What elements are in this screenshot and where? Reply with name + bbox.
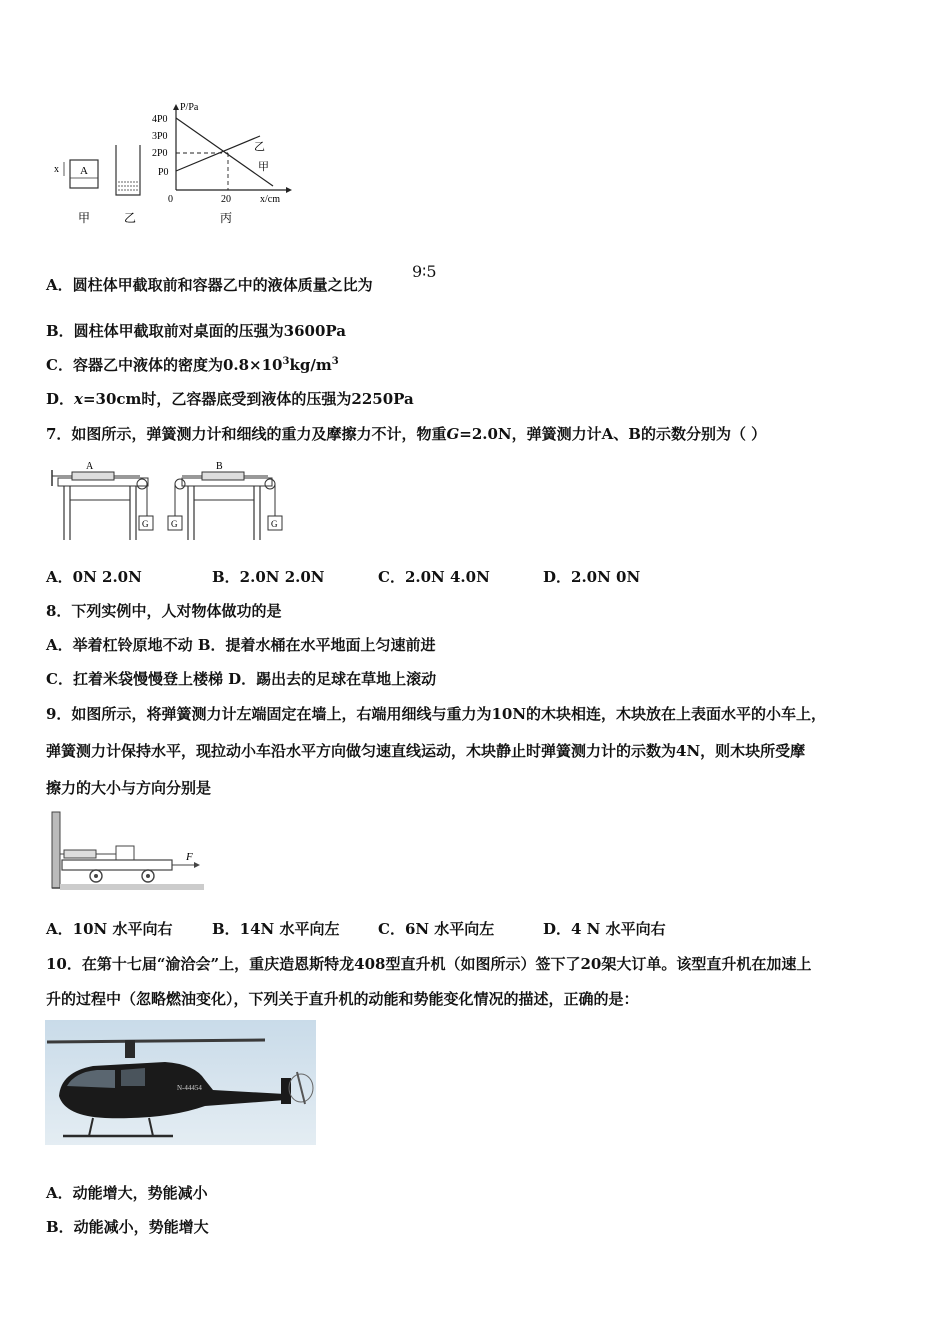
q9-option-a: A．10N 水平向右 bbox=[46, 920, 173, 938]
q8-options-cd: C．扛着米袋慢慢登上楼梯 D．踢出去的足球在草地上滚动 bbox=[46, 670, 437, 688]
container-yi bbox=[116, 145, 140, 195]
x-tick-20: 20 bbox=[221, 194, 231, 205]
block-label: A bbox=[80, 165, 88, 177]
y-axis-label: P/Pa bbox=[180, 102, 199, 113]
wall bbox=[52, 812, 60, 888]
q10-option-b: B．动能减小，势能增大 bbox=[46, 1218, 209, 1236]
q8-options-ab: A．举着杠铃原地不动 B．提着水桶在水平地面上匀速前进 bbox=[46, 636, 436, 654]
q9-option-b: B．14N 水平向左 bbox=[212, 920, 340, 938]
q7-option-b: B．2.0N 2.0N bbox=[212, 568, 325, 586]
q10-option-a: A．动能增大，势能减小 bbox=[46, 1184, 208, 1202]
y-tick-2p0: 2P0 bbox=[152, 148, 168, 159]
cart bbox=[62, 860, 172, 870]
weight-label-1: G bbox=[142, 519, 149, 529]
line-label-jia: 甲 bbox=[258, 161, 269, 173]
y-tick-p0: P0 bbox=[158, 167, 169, 178]
q6-option-b: B．圆柱体甲截取前对桌面的压强为3600Pa bbox=[46, 322, 347, 340]
q10-stem-line1: 10．在第十七届“渝洽会”上，重庆造恩斯特龙408型直升机（如图所示）签下了20架大订单。该型直升机在加速上 bbox=[46, 955, 812, 973]
line-yi bbox=[176, 136, 260, 171]
q9-option-d: D．4 N 水平向右 bbox=[543, 920, 666, 938]
cart-figure bbox=[48, 810, 208, 892]
spring-scale bbox=[64, 850, 96, 858]
q7-option-c: C．2.0N 4.0N bbox=[378, 568, 490, 586]
q9-stem-line2: 弹簧测力计保持水平，现拉动小车沿水平方向做匀速直线运动，木块静止时弹簧测力计的示数为4N，则木块所受摩 bbox=[46, 742, 806, 760]
q9-option-c: C．6N 水平向左 bbox=[378, 920, 495, 938]
caption-yi: 乙 bbox=[124, 211, 137, 225]
spring-scale-figure bbox=[46, 456, 286, 546]
scale-label-b: B bbox=[216, 461, 223, 472]
pressure-graph-figure bbox=[48, 100, 298, 230]
force-label: F bbox=[186, 851, 193, 863]
spring-scale-b bbox=[202, 472, 244, 480]
helicopter-photo bbox=[45, 1020, 316, 1145]
q6-option-a: A．圆柱体甲截取前和容器乙中的液体质量之比为 bbox=[46, 276, 373, 294]
wood-block bbox=[116, 846, 134, 860]
spring-scale-a bbox=[72, 472, 114, 480]
line-label-yi: 乙 bbox=[254, 141, 265, 153]
q7-stem: 7．如图所示，弹簧测力计和细线的重力及摩擦力不计，物重G=2.0N，弹簧测力计A、B的示数分别为（ ） bbox=[46, 425, 767, 443]
weight-label-3: G bbox=[271, 519, 278, 529]
x-tick-0: 0 bbox=[168, 194, 173, 205]
x-axis-label: x/cm bbox=[260, 194, 280, 205]
q7-option-d: D．2.0N 0N bbox=[543, 568, 641, 586]
q6-option-d: D．x=30cm时，乙容器底受到液体的压强为2250Pa bbox=[46, 390, 414, 408]
q6-option-c: C．容器乙中液体的密度为$0.8\times 10^3kg/m^3$ bbox=[46, 356, 339, 374]
q7-option-a: A．0N 2.0N bbox=[46, 568, 142, 586]
q9-stem-line3: 擦力的大小与方向分别是 bbox=[46, 779, 212, 797]
weight-label-2: G bbox=[171, 519, 178, 529]
tail-number: N-44454 bbox=[177, 1084, 202, 1092]
q6-option-a-ratio: 9∶5 bbox=[412, 262, 437, 281]
q8-stem: 8．下列实例中，人对物体做功的是 bbox=[46, 602, 282, 620]
q10-stem-line2: 升的过程中（忽略燃油变化），下列关于直升机的动能和势能变化情况的描述，正确的是： bbox=[46, 990, 639, 1008]
scale-label-a: A bbox=[86, 461, 94, 472]
x-label: x bbox=[54, 164, 59, 175]
caption-bing: 丙 bbox=[220, 211, 233, 225]
caption-jia: 甲 bbox=[78, 211, 91, 225]
rotor-blade bbox=[47, 1040, 265, 1042]
y-tick-4p0: 4P0 bbox=[152, 114, 168, 125]
y-tick-3p0: 3P0 bbox=[152, 131, 168, 142]
q9-stem-line1: 9．如图所示，将弹簧测力计左端固定在墙上，右端用细线与重力为10N的木块相连，木块放在上表面水平的小车上， bbox=[46, 705, 827, 723]
